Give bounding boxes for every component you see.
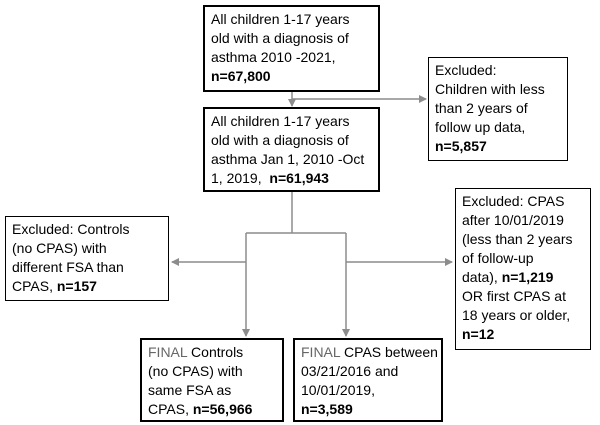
excluded-fsa-line-1: Excluded: Controls (12, 221, 130, 237)
final-cpas-line-1 (301, 343, 438, 362)
initial-count: n=67,800 (211, 68, 271, 84)
final-cpas-line-1-rest: CPAS between (340, 344, 438, 360)
excluded-cpas-count-1: n=1,219 (501, 269, 554, 285)
excluded-followup-line-3: than 2 years of (435, 100, 528, 116)
excluded-cpas-box (455, 188, 591, 350)
final-controls-line-2: (no CPAS) with (148, 363, 243, 379)
final-cpas-box (293, 338, 443, 422)
excluded-followup-count: n=5,857 (435, 138, 487, 154)
cohort-line-3: asthma Jan 1, 2010 -Oct (211, 151, 365, 167)
excluded-fsa-line-4 (12, 277, 162, 296)
final-controls-box (140, 338, 284, 422)
excluded-cpas-line-6: OR first CPAS at (462, 288, 566, 304)
excluded-followup-line-1: Excluded: (435, 62, 497, 78)
cohort-line-1: All children 1-17 years (211, 113, 350, 129)
initial-line-1: All children 1-17 years (211, 11, 350, 27)
excluded-fsa-box (5, 216, 169, 301)
initial-cohort-box (203, 5, 380, 92)
excluded-cpas-line-7: 18 years or older, (462, 307, 571, 323)
excluded-fsa-line-4-text: CPAS, (12, 278, 57, 294)
final-controls-final-word: FINAL (148, 344, 188, 360)
final-controls-line-1 (148, 343, 276, 362)
final-cpas-line-2: 03/21/2016 and (301, 363, 399, 379)
final-controls-line-4 (148, 400, 276, 419)
excluded-cpas-line-1: Excluded: CPAS (462, 193, 565, 209)
cohort-line-4-text: 1, 2019, (211, 170, 270, 186)
final-cpas-final-word: FINAL (301, 344, 341, 360)
excluded-fsa-count: n=157 (56, 278, 97, 294)
final-cpas-count: n=3,589 (301, 401, 353, 417)
cohort-line-4 (211, 169, 372, 188)
excluded-fsa-line-2: (no CPAS) with (12, 240, 107, 256)
cohort-line-2: old with a diagnosis of (211, 132, 349, 148)
excluded-cpas-count-2: n=12 (462, 326, 495, 342)
cohort-count: n=61,943 (269, 170, 329, 186)
initial-line-2: old with a diagnosis of (211, 30, 349, 46)
excluded-cpas-line-2: after 10/01/2019 (462, 212, 564, 228)
final-controls-count: n=56,966 (192, 401, 253, 417)
excluded-followup-line-4: follow up data, (435, 119, 526, 135)
final-controls-line-4-text: CPAS, (148, 401, 193, 417)
final-cpas-line-3: 10/01/2019, (301, 382, 375, 398)
excluded-fsa-line-3: different FSA than (12, 259, 124, 275)
final-controls-line-3: same FSA as (148, 382, 232, 398)
excluded-followup-box (428, 57, 568, 161)
study-cohort-box (203, 107, 380, 192)
excluded-cpas-line-4: of follow-up (462, 250, 534, 266)
final-controls-line-1-rest: Controls (187, 344, 244, 360)
initial-line-3: asthma 2010 -2021, (211, 49, 336, 65)
excluded-cpas-line-5 (462, 268, 584, 287)
excluded-cpas-line-5-text: data), (462, 269, 502, 285)
excluded-followup-line-2: Children with less (435, 81, 545, 97)
excluded-cpas-line-3: (less than 2 years (462, 231, 573, 247)
